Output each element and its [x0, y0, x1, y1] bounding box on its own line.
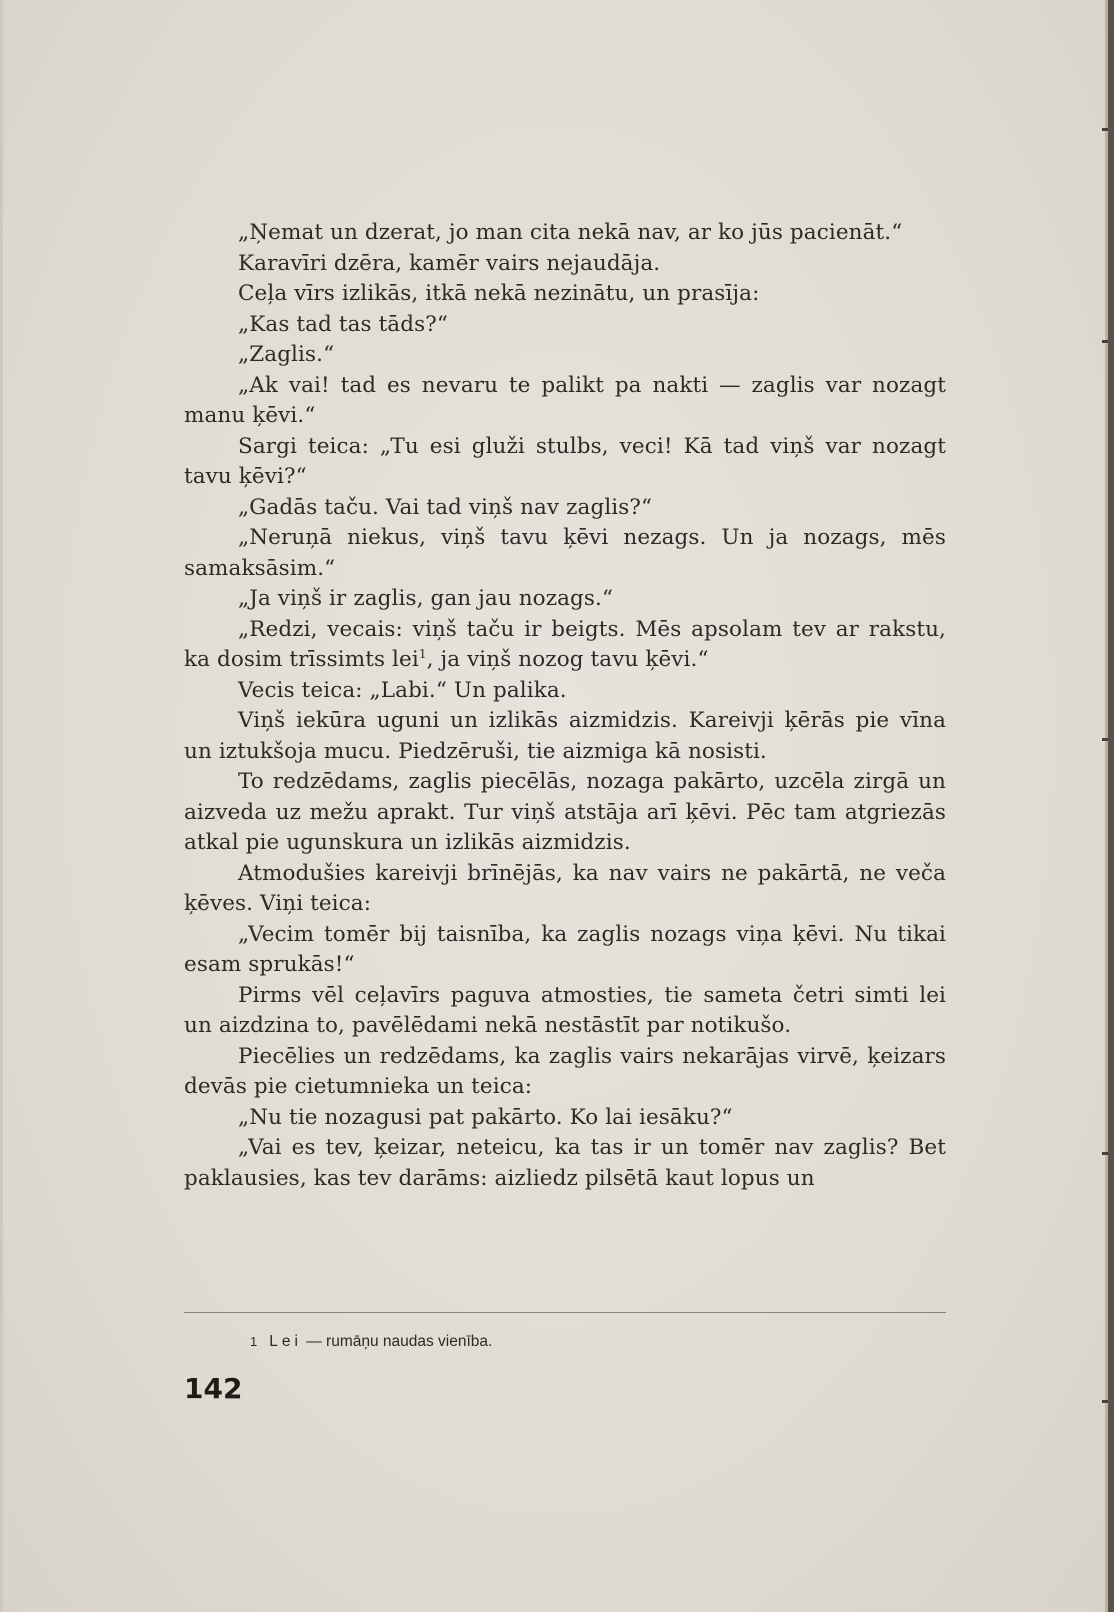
paragraph: Ceļa vīrs izlikās, itkā nekā nezinātu, un prasīja:: [238, 281, 760, 306]
footnote-term: Lei: [269, 1333, 302, 1350]
edge-mark: [1102, 128, 1108, 131]
page-number: 142: [184, 1372, 243, 1405]
paragraph: Atmodušies kareivji brīnējās, ka nav vairs ne pakārtā, ne veča ķēves. Viņi teica:: [184, 860, 946, 916]
edge-mark: [1102, 1400, 1108, 1403]
paragraph: „Nu tie nozagusi pat pakārto. Ko lai iesāku?“: [238, 1104, 733, 1130]
paragraph: „Gadās taču. Vai tad viņš nav zaglis?“: [238, 494, 653, 520]
paragraph-with-footnote-ref: [184, 615, 946, 676]
footnote-mark: 1: [250, 1334, 258, 1349]
paragraph: Karavīri dzēra, kamēr vairs nejaudāja.: [238, 250, 661, 276]
paragraph: „Neruņā niekus, viņš tavu ķēvi nezags. Un ja nozags, mēs samaksāsim.“: [184, 525, 946, 581]
page-left-edge: [0, 0, 3, 1612]
paragraph: Sargi teica: „Tu esi gluži stulbs, veci! Kā tad viņš var nozagt tavu ķēvi?“: [184, 433, 946, 489]
paragraph: „Ja viņš ir zaglis, gan jau nozags.“: [238, 586, 614, 611]
paragraph: Piecēlies un redzēdams, ka zaglis vairs nekarājas virvē, ķeizars devās pie cietumnieka un teica:: [184, 1043, 946, 1099]
paragraph-text: „Redzi, vecais: viņš taču ir beigts. Mēs apsolam tev ar rakstu, ka dosim trīssimts lei: [184, 616, 946, 672]
body-text: [184, 218, 946, 1194]
paragraph-text: , ja viņš nozog tavu ķēvi.“: [426, 647, 709, 672]
page-right-edge: [1108, 0, 1114, 1612]
footnote: [250, 1333, 492, 1351]
edge-mark: [1102, 738, 1108, 741]
paragraph: Vecis teica: „Labi.“ Un palika.: [238, 677, 567, 703]
footnote-text: — rumāņu naudas vienība.: [306, 1333, 493, 1350]
paragraph: To redzēdams, zaglis piecēlās, nozaga pakārto, uzcēla zirgā un aizveda uz mežu aprakt. Tur viņš atstāja arī ķēvi. Pēc tam atgriezās atkal pie ugunskura un izlikās aizmidzis.: [184, 769, 946, 855]
paragraph: „Vai es tev, ķeizar, neteicu, ka tas ir un tomēr nav zaglis? Bet paklausies, kas tev darāms: aizliedz pilsētā kaut lopus un: [184, 1135, 946, 1191]
footnote-reference: 1: [418, 646, 427, 661]
paragraph: „Ak vai! tad es nevaru te palikt pa nakti — zaglis var nozagt manu ķēvi.“: [184, 372, 946, 428]
edge-mark: [1102, 1152, 1108, 1155]
footnote-divider: [184, 1312, 946, 1313]
paragraph: „Vecim tomēr bij taisnība, ka zaglis nozags viņa ķēvi. Nu tikai esam sprukās!“: [184, 921, 946, 977]
paragraph: „Zaglis.“: [238, 342, 335, 367]
edge-mark: [1102, 340, 1108, 343]
paragraph: „Ņemat un dzerat, jo man cita nekā nav, ar ko jūs pacienāt.“: [238, 220, 903, 245]
paragraph: Pirms vēl ceļavīrs paguva atmosties, tie sameta četri simti lei un aizdzina to, pavēlēdami nekā nestāstīt par notikušo.: [184, 982, 946, 1038]
paragraph: „Kas tad tas tāds?“: [238, 311, 448, 337]
paragraph: Viņš iekūra uguni un izlikās aizmidzis. Kareivji ķērās pie vīna un iztukšoja mucu. Piedzēruši, tie aizmiga kā nosisti.: [184, 708, 946, 764]
